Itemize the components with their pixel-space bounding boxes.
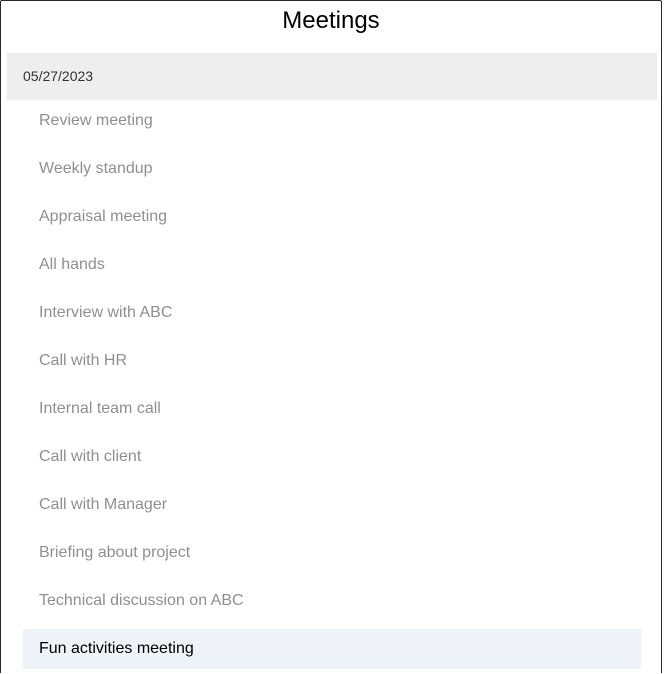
meeting-list-item[interactable]: Technical discussion on ABC [39,592,244,609]
date-section-header: 05/27/2023 [7,53,657,100]
meeting-list-item[interactable]: Call with client [39,448,142,465]
meeting-list-item[interactable]: Appraisal meeting [39,208,168,225]
meeting-list-item[interactable]: Briefing about project [39,544,191,561]
meeting-list-item[interactable]: Call with HR [39,352,128,369]
meeting-list-item[interactable]: Internal team call [39,400,161,417]
meeting-list-item[interactable]: Interview with ABC [39,304,173,321]
meeting-list-item[interactable]: Call with Manager [39,496,168,513]
meeting-list-item[interactable]: All hands [39,256,105,273]
meeting-list-item[interactable]: Review meeting [39,112,153,129]
page-title: Meetings [282,7,380,34]
meeting-list-item-selected[interactable]: Fun activities meeting [23,629,641,669]
meeting-list [23,101,641,673]
meeting-list-item[interactable]: Weekly standup [39,160,153,177]
